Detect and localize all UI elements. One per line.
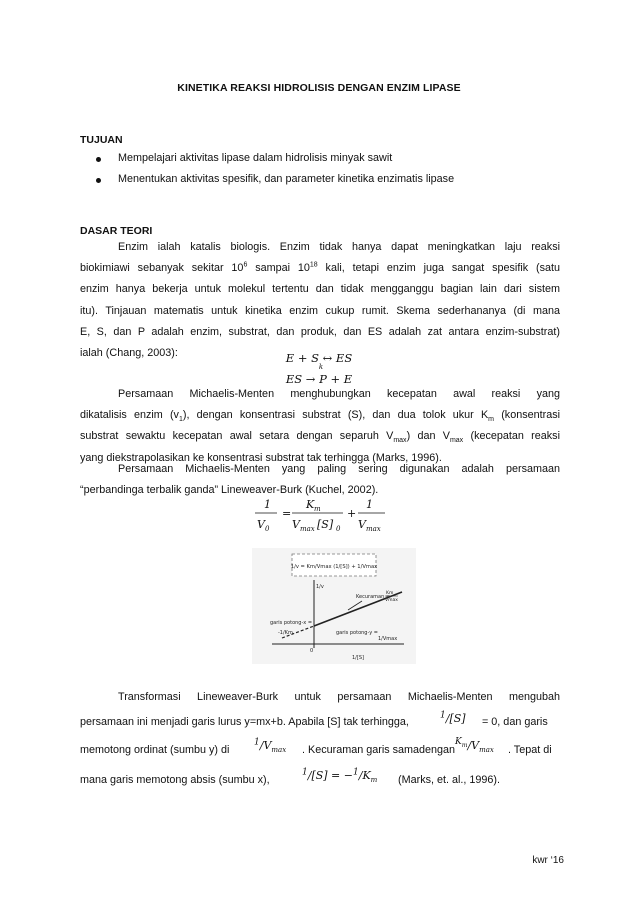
svg-text:1/[S]: 1/[S] [352,655,364,661]
svg-text:Vmax: Vmax [385,598,398,603]
paragraph-2: Persamaan Michaelis-Menten menghubungkan kecepatan awal reaksi yang dikatalisis enzim $(v_1)$, dengan konsentrasi substrat (S), dan dua tolok ukur $K_m$ (konsentrasi substrat sewaktu kecepatan awal setara dengan separuh $V_{max}$) dan $V_{max}$ (kecepatan reaksi yang diekstrapolasikan ke konsentrasi substrat tak terhingga (Marks, 1996). [80,388,561,464]
svg-text:max: max [366,525,381,533]
document-page: KINETIKA REAKSI HIDROLISIS DENGAN ENZIM LIPASE TUJUAN Mempelajari aktivitas lipase dalam hidrolisis minyak sawit Menentukan aktivitas spesifik, dan parameter kinetika enzimatis lipase DASAR TEORI Enzim ialah katalis biologis. Enzim tidak hanya dapat meningkatkan laju reaksi biokimiawi sebanyak sekitar $10^6$ sampai $10^{18}$ kali, tetapi enzim juga sangat spesifik (satu enzim hanya bekerja untuk molekul tertentu dan tidak mengganggu bagian lain dari sistem itu). Tinjauan matematis untuk kinetika enzim cukup rumit. Skema sederhananya (di mana E, S, dan P adalah enzim, substrat, dan produk, dan ES adalah zat antara enzim-substrat) ialah (Chang, 2003): E + S ↔ ES k ES → P + E Persamaan Michaelis-Menten menghubungkan kecepatan awal reaksi yang dikatalisis enzim $(v_1)$, dengan konsentrasi substrat (S), dan dua tolok ukur $K_m$ (konsentrasi substrat sewaktu kecepatan awal setara dengan separuh $V_{max}$) dan $V_{max}$ (kecepatan reaksi yang diekstrapolasikan ke konsentrasi substrat tak terhingga (Marks, 1996). Persamaan Michaelis-Menten yang paling sering digunakan adalah persamaan “perbandinga terbalik ganda” Lineweaver-Burk (Kuchel, 2002). 1 V 0 = K m V max [S] 0 + 1 V max 1/v = Km/Vmax (1/[S]) + 1/Vmax 1/v 1/[S] 0 Kecuraman = Km Vmax garis potong-x = -1/Km garis potong-y = 1/Vmax Transformasi Lineweaver-Burk untuk persamaan Michaelis-Menten mengubah persamaan ini menjadi garis lurus y=mx+b. Apabila [S] tak terhingga, $^1$/[S] = 0, dan garis memotong ordinat (sumbu y) di $^1/V_{max}$ . Kecuraman garis samadengan $^{K_m}/V_{max}$ . Tepat di mana garis memotong absis (sumbu x), $^1/[S] = -^1/K_m$ (Marks, et. al., 1996). kwr ‘16 [0,0,638,903]
svg-text:=: = [282,507,292,520]
inline-fraction-1-over-vmax: $^1/V_{max}$ [254,737,287,755]
svg-text:+: + [347,507,357,520]
inline-fraction-km-over-vmax: $^{K_m}/V_{max}$ [455,737,494,755]
svg-text:garis potong-x =: garis potong-x = [270,620,313,626]
svg-text:[S]: [S] [317,518,334,531]
inline-fraction-1-over-S: $^1$/[S] [440,710,466,725]
equation-reaction-1: E + S ↔ ES [285,351,353,365]
lineweaver-burk-plot [252,548,416,664]
equation-k-label: k [318,363,324,371]
svg-text:1: 1 [366,498,373,511]
svg-text:Km: Km [386,591,394,596]
inline-fraction-x-intercept: $^1/[S] = -^1/K_m$ [302,767,378,785]
svg-text:0: 0 [336,525,341,533]
equation-reaction-2: ES → P + E [285,372,353,386]
tujuan-heading: TUJUAN [80,134,123,146]
paragraph-4-line-3: memotong ordinat (sumbu y) di $^1/V_{max}$ . Kecuraman garis samadengan $^{K_m}/V_{max}$ . Tepat di [80,737,552,756]
paragraph-4-line-4: mana garis memotong absis (sumbu x), $^1/[S] = -^1/K_m$ (Marks, et. al., 1996). [80,767,501,786]
svg-text:1/Vmax: 1/Vmax [378,636,398,642]
svg-text:m: m [314,505,321,513]
bullet-icon [96,157,101,162]
svg-text:garis potong-y =: garis potong-y = [336,630,378,636]
svg-text:K: K [306,498,315,511]
svg-text:1/v: 1/v [316,584,324,590]
paragraph-1: Enzim ialah katalis biologis. Enzim tidak hanya dapat meningkatkan laju reaksi biokimiawi sebanyak sekitar $10^6$ sampai $10^{18}$ kali, tetapi enzim juga sangat spesifik (satu enzim hanya bekerja untuk molekul tertentu dan tidak mengganggu bagian lain dari sistem itu). Tinjauan matematis untuk kinetika enzim cukup rumit. Skema sederhananya (di mana E, S, dan P adalah enzim, substrat, dan produk, dan ES adalah zat antara enzim-substrat) ialah (Chang, 2003): [80,241,560,359]
page-title: KINETIKA REAKSI HIDROLISIS DENGAN ENZIM LIPASE [177,82,461,94]
svg-text:max: max [300,525,315,533]
svg-text:1/v = Km/Vmax (1/[S]) + 1/Vmax: 1/v = Km/Vmax (1/[S]) + 1/Vmax [290,564,378,570]
svg-text:0: 0 [310,648,314,654]
lineweaver-burk-equation [250,496,390,542]
paragraph-3: Persamaan Michaelis-Menten yang paling sering digunakan adalah persamaan “perbandinga terbalik ganda” Lineweaver-Burk (Kuchel, 2002). [80,463,560,497]
svg-text:-1/Km: -1/Km [278,630,293,636]
svg-text:V: V [257,518,265,531]
bullet-icon [96,178,101,183]
svg-text:0: 0 [265,525,270,533]
paragraph-4-line-2: persamaan ini menjadi garis lurus y=mx+b. Apabila [S] tak terhingga, $^1$/[S] = 0, dan garis [80,710,548,728]
svg-text:1: 1 [264,498,271,511]
svg-text:Kecuraman =: Kecuraman = [356,594,391,600]
paragraph-4: Transformasi Lineweaver-Burk untuk persamaan Michaelis-Menten mengubah [118,691,560,703]
page-footer: kwr ‘16 [532,855,564,866]
svg-text:V: V [358,518,366,531]
dasar-teori-heading: DASAR TEORI [80,225,153,237]
svg-text:V: V [292,518,300,531]
